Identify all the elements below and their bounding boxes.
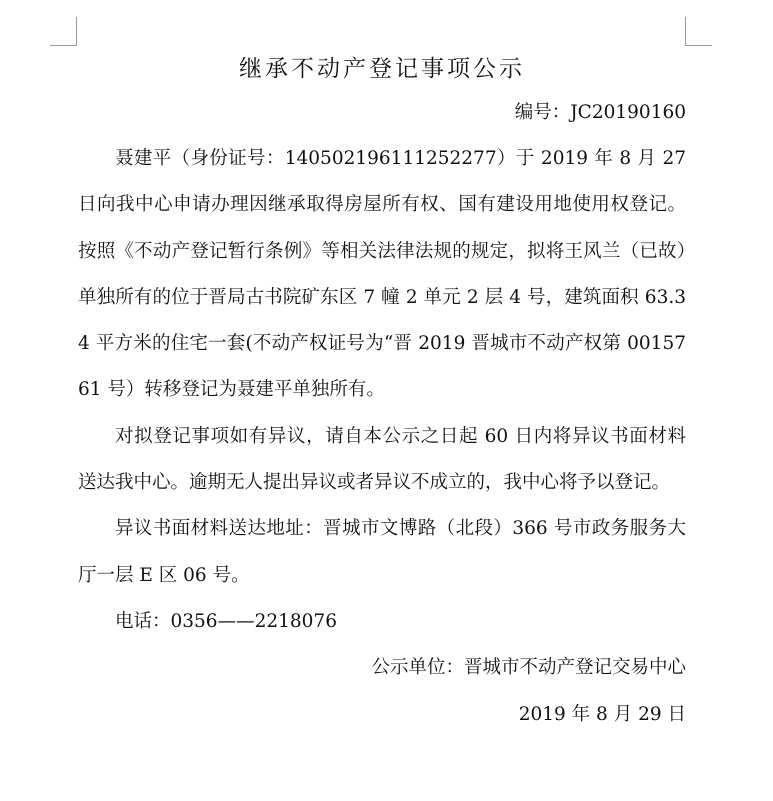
document-number: 编号：JC20190160 <box>514 102 686 123</box>
document-page <box>78 52 686 738</box>
issuer-line: 公示单位：晋城市不动产登记交易中心 <box>371 657 686 679</box>
page-corner-mark-top-right <box>685 17 712 46</box>
body-paragraph-address: 异议书面材料送达地址：晋城市文博路（北段）366 号市政务服务大厅一层 E 区 06 号。 <box>78 518 686 586</box>
body-paragraph-objection: 对拟登记事项如有异议，请自本公示之日起 60 日内将异议书面材料送达我中心。逾期无人提出异议或者异议不成立的，我中心将予以登记。 <box>78 425 686 494</box>
document-title: 继承不动产登记事项公示 <box>239 56 525 82</box>
body-paragraph-application: 聂建平（身份证号：140502196111252277）于 2019 年 8 月 27 日向我中心申请办理因继承取得房屋所有权、国有建设用地使用权登记。按照《不动产登记暂行条例》等相关法律法规的规定，拟将王风兰（已故）单独所有的位于晋局古书院矿东区 7 幢 2 单元 2 层 4 号，建筑面积 63.34 平方米的住宅一套(不动产权证号为“晋 2019 晋城市不动产权第 0015761 号）转移登记为聂建平单独所有。 <box>78 148 686 401</box>
issue-date: 2019 年 8 月 29 日 <box>518 703 686 725</box>
body-paragraph-phone: 电话：0356——2218076 <box>115 610 337 632</box>
page-corner-mark-top-left <box>50 17 77 46</box>
